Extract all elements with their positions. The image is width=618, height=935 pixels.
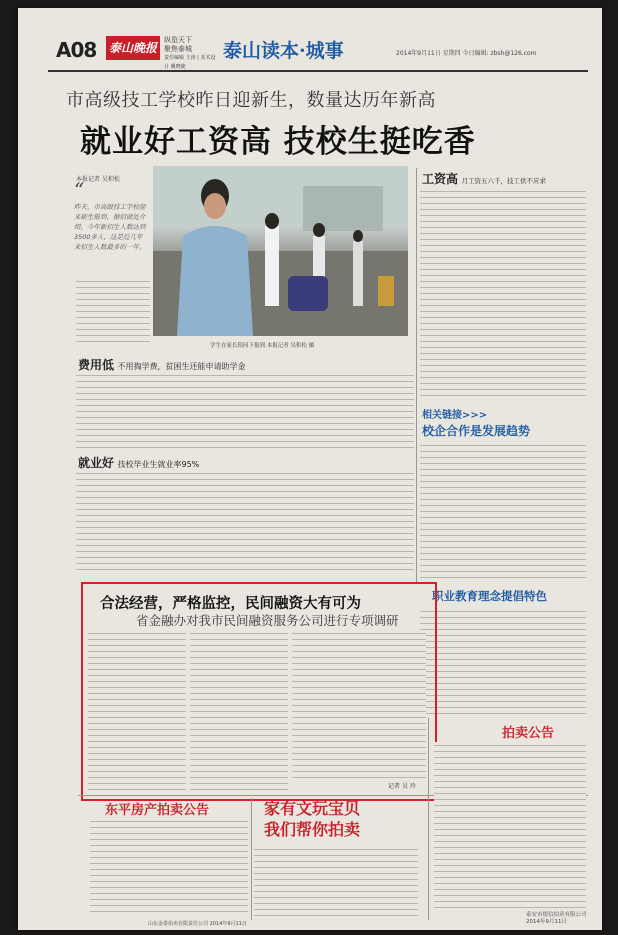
subhead-low-cost-rest: 不用掏学费，贫困生还能申请助学金 (117, 362, 246, 371)
subhead-good-employment (78, 454, 199, 471)
lead-headline: 就业好工资高 技校生挺吃香 (80, 124, 476, 160)
page-number: A08 (56, 38, 97, 62)
column-divider-right (416, 168, 417, 582)
quote-mark-icon: “ (74, 178, 85, 202)
slogan-1: 纵览天下 (164, 36, 192, 44)
lead-byline: 本报记者 吴积松 (76, 176, 120, 183)
masthead-logo: 泰山晚报 (106, 36, 160, 60)
photo-caption: 学生在家长陪同下报到 本报记者 吴积松 摄 (210, 343, 315, 349)
section-title: 泰山读本·城事 (223, 40, 344, 62)
newspaper-page (18, 8, 602, 930)
footer-right-line1: 泰安市德信拍卖有限公司 (526, 912, 587, 918)
students-photo-illustration (153, 166, 408, 336)
lead-body-section2 (76, 470, 414, 574)
boxed-body-col1 (88, 630, 186, 790)
subhead-low-cost (78, 356, 246, 373)
pull-quote-text: 昨天，市高级技工学校迎来新生报到，据招就处介绍，今年新招生人数达到3500多人，这是近几年来招生人数最多的一年。 (74, 203, 146, 251)
related-body (420, 442, 586, 582)
ad-middle-body (254, 846, 418, 918)
footer-right-line2: 2014年9月11日 (526, 919, 567, 925)
boxed-credit: 记者 吴 玲 (388, 783, 416, 790)
subhead-wages-lead: 工资高 (422, 172, 459, 186)
slogan-2: 聚焦泰城 (164, 45, 192, 53)
boxed-headline: 合法经营，严格监控，民间融资大有可为 (100, 596, 361, 612)
ad-middle-line2: 我们帮你拍卖 (264, 820, 361, 839)
related-title: 校企合作是发展趋势 (422, 424, 531, 438)
vocational-title: 职业教育理念提倡特色 (432, 589, 547, 603)
lead-photo (153, 166, 408, 336)
ad-middle (264, 798, 360, 840)
ad-left-title: 东平房产拍卖公告 (105, 803, 210, 818)
pull-quote (74, 178, 148, 278)
page-header (18, 32, 602, 70)
right-body-col (420, 188, 586, 398)
ad-right-body (434, 742, 586, 908)
ad-middle-line1: 家有文玩宝贝 (264, 799, 361, 818)
footer-right (526, 912, 587, 926)
lead-body-section1 (76, 372, 414, 448)
subhead-low-cost-lead: 费用低 (78, 358, 115, 372)
editor-credit: 责任编辑 王涛 | 美术设计 戴晓婕 (164, 55, 216, 70)
ad-left-body (90, 818, 248, 914)
subhead-employment-rest: 技校毕业生就业率95% (117, 460, 200, 469)
lead-kicker: 市高级技工学校昨日迎新生，数量达历年新高 (66, 90, 436, 111)
issue-date: 2014年9月11日 星期四 今日编辑: zbsh@126.com (396, 50, 537, 57)
header-rule (48, 70, 588, 72)
subhead-high-wages (422, 170, 546, 187)
footer-left: 山东金泰拍卖有限责任公司 2014年9月11日 (148, 921, 247, 927)
boxed-body-col2 (190, 630, 288, 790)
boxed-body-col3 (292, 630, 426, 778)
ad-divider-1 (251, 798, 252, 920)
ad-divider-2 (428, 718, 429, 920)
lead-body-col1 (76, 278, 150, 346)
subhead-employment-lead: 就业好 (78, 456, 115, 470)
vocational-body (420, 608, 586, 714)
masthead-slogans (164, 36, 220, 72)
subhead-wages-rest: 月工资五六千，技工供不应求 (461, 177, 546, 185)
boxed-subheadline: 省金融办对我市民间融资服务公司进行专项调研 (136, 613, 399, 628)
ad-right-title: 拍卖公告 (502, 726, 555, 741)
related-link-label: 相关链接>>> (422, 410, 488, 421)
